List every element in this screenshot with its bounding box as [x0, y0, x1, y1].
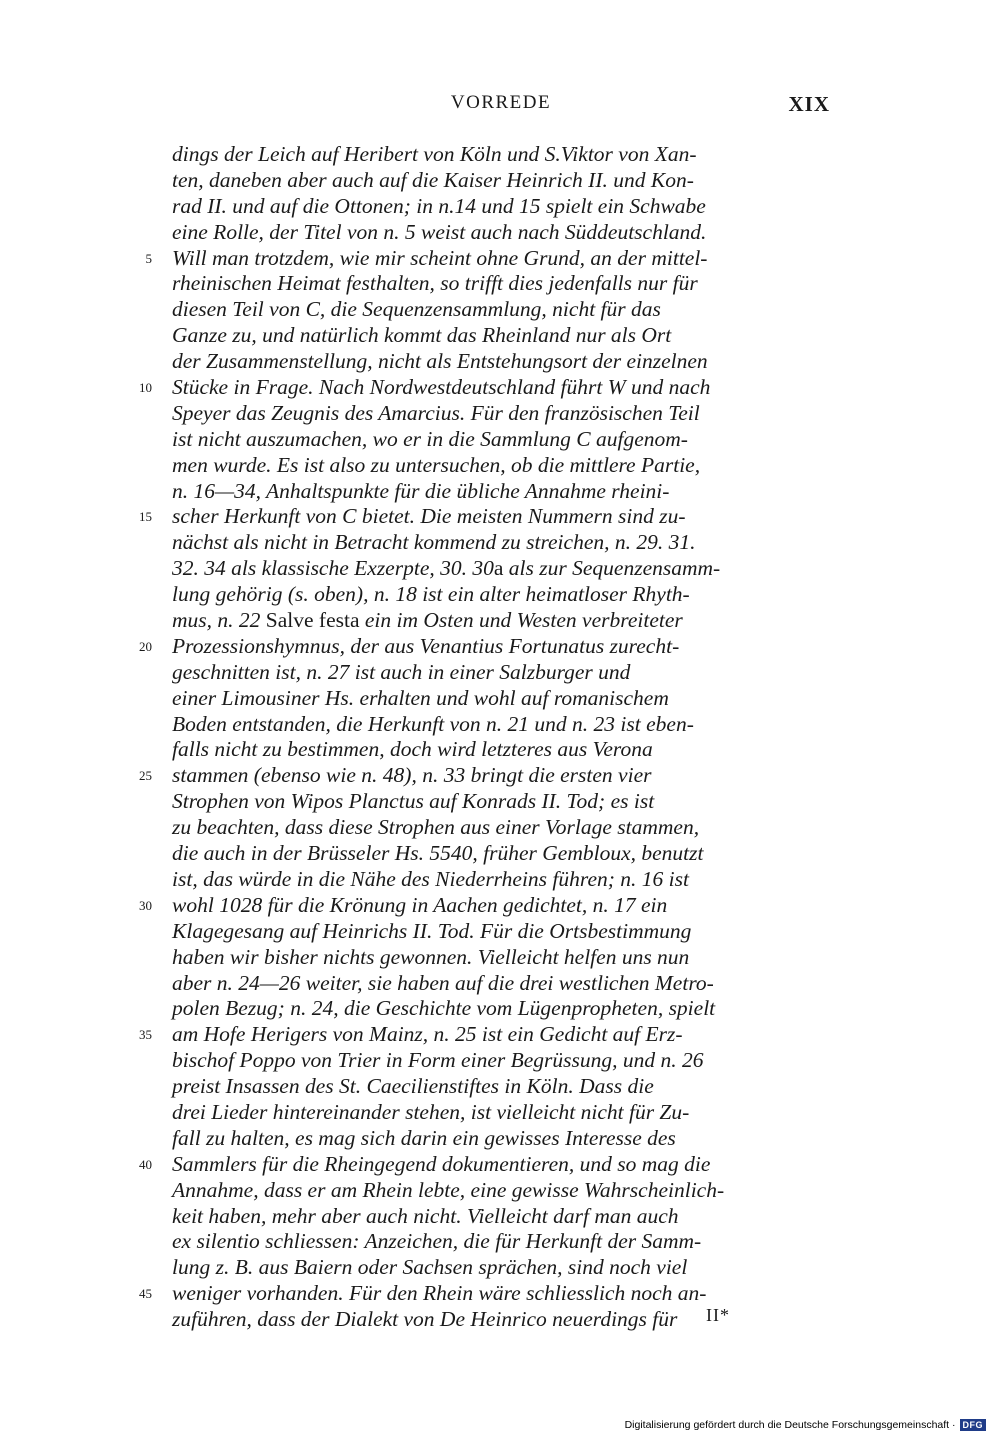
text-line: [100, 479, 835, 505]
text-line: [100, 1178, 835, 1204]
text-line: [100, 660, 835, 686]
running-head: [172, 92, 830, 116]
body-text: [100, 142, 835, 1333]
line-segment: rad II. und auf die Ottonen; in n.14 und 15 spielt ein Schwabe: [172, 193, 706, 218]
text-line: [100, 815, 835, 841]
line-segment: 32. 34 als klassische Exzerpte, 30. 30: [172, 556, 494, 581]
line-text: [172, 1126, 827, 1152]
running-title: VORREDE: [450, 92, 552, 113]
line-segment: lung z. B. aus Baiern oder Sachsen sprächen, sind noch viel: [172, 1255, 688, 1280]
line-segment: lung gehörig (s. oben), n. 18 ist ein alter heimatloser Rhyth-: [172, 582, 690, 607]
line-number: 10: [139, 380, 152, 396]
text-line: [100, 1255, 835, 1281]
text-line: [100, 945, 835, 971]
line-segment: drei Lieder hintereinander stehen, ist vielleicht nicht für Zu-: [172, 1099, 690, 1124]
text-line: [100, 246, 835, 272]
funding-text: Digitalisierung gefördert durch die Deutsche Forschungsgemeinschaft ·: [624, 1419, 956, 1431]
text-line: [100, 271, 835, 297]
text-line: [100, 323, 835, 349]
line-segment: wohl 1028 für die Krönung in Aachen gedichtet, n. 17 ein: [172, 892, 668, 917]
line-text: [172, 971, 827, 997]
line-number: 15: [139, 509, 152, 525]
line-segment: einer Limousiner Hs. erhalten und wohl auf romanischem: [172, 685, 669, 710]
line-text: [172, 168, 827, 194]
text-line: [100, 1074, 835, 1100]
text-line: [100, 996, 835, 1022]
line-text: [172, 1022, 827, 1048]
line-segment: falls nicht zu bestimmen, doch wird letzteres aus Verona: [172, 737, 653, 762]
line-segment: mus, n. 22: [172, 608, 266, 633]
line-segment: Annahme, dass er am Rhein lebte, eine gewisse Wahrscheinlich-: [172, 1177, 725, 1202]
line-text: [172, 1152, 827, 1178]
line-text: [172, 1281, 827, 1307]
line-segment: men wurde. Es ist also zu untersuchen, ob die mittlere Partie,: [172, 452, 701, 477]
line-segment: stammen (ebenso wie n. 48), n. 33 bringt die ersten vier: [172, 763, 652, 788]
line-segment: ex silentio schliessen: Anzeichen, die für Herkunft der Samm-: [172, 1229, 702, 1254]
text-line: [100, 1126, 835, 1152]
text-line: [100, 504, 835, 530]
line-segment: die auch in der Brüsseler Hs. 5540, früher Gembloux, benutzt: [172, 841, 704, 866]
line-segment: Boden entstanden, die Herkunft von n. 21 und n. 23 ist eben-: [172, 711, 694, 736]
line-segment: Will man trotzdem, wie mir scheint ohne Grund, an der mittel-: [172, 245, 708, 270]
text-line: [100, 582, 835, 608]
line-text: [172, 530, 827, 556]
line-number: 30: [139, 897, 152, 913]
line-text: [172, 271, 827, 297]
line-text: [172, 919, 827, 945]
line-text: [172, 1100, 827, 1126]
line-segment: zu beachten, dass diese Strophen aus einer Vorlage stammen,: [172, 815, 700, 840]
line-text: [172, 427, 827, 453]
line-segment: n. 16—34, Anhaltspunkte für die übliche Annahme rheini-: [172, 478, 670, 503]
line-text: [172, 945, 827, 971]
line-number: 5: [145, 250, 152, 266]
line-text: [172, 686, 827, 712]
line-text: [172, 841, 827, 867]
text-line: [100, 1152, 835, 1178]
line-text: [172, 1074, 827, 1100]
line-text: [172, 737, 827, 763]
line-segment: der Zusammenstellung, nicht als Entstehungsort der einzelnen: [172, 349, 708, 374]
line-segment: Prozessionshymnus, der aus Venantius Fortunatus zurecht-: [172, 633, 680, 658]
line-segment: bischof Poppo von Trier in Form einer Begrüssung, und n. 26: [172, 1048, 704, 1073]
line-segment: ist, das würde in die Nähe des Niederrheins führen; n. 16 ist: [172, 866, 689, 891]
text-line: [100, 168, 835, 194]
line-segment: Ganze zu, und natürlich kommt das Rheinland nur als Ort: [172, 323, 672, 348]
line-text: [172, 789, 827, 815]
text-line: [100, 453, 835, 479]
line-segment: weniger vorhanden. Für den Rhein wäre schliesslich noch an-: [172, 1281, 707, 1306]
text-line: [100, 841, 835, 867]
text-line: [100, 737, 835, 763]
line-text: [172, 712, 827, 738]
line-segment: fall zu halten, es mag sich darin ein gewisses Interesse des: [172, 1125, 676, 1150]
signature-mark: II*: [706, 1305, 730, 1325]
line-text: [172, 1048, 827, 1074]
line-segment: polen Bezug; n. 24, die Geschichte vom Lügenpropheten, spielt: [172, 996, 716, 1021]
line-number: 25: [139, 768, 152, 784]
line-text: [172, 763, 827, 789]
line-text: [172, 582, 827, 608]
text-line: [100, 530, 835, 556]
line-segment: scher Herkunft von C bietet. Die meisten Nummern sind zu-: [172, 504, 686, 529]
text-line: [100, 867, 835, 893]
text-line: [100, 686, 835, 712]
text-line: [100, 1281, 835, 1307]
text-line: [100, 763, 835, 789]
text-line: [100, 142, 835, 168]
line-segment: Stücke in Frage. Nach Nordwestdeutschland führt W und nach: [172, 375, 711, 400]
line-text: [172, 142, 827, 168]
line-text: [172, 996, 827, 1022]
line-number: 20: [139, 638, 152, 654]
line-segment: Sammlers für die Rheingegend dokumentieren, und so mag die: [172, 1151, 711, 1176]
line-text: [172, 479, 827, 505]
line-segment: nächst als nicht in Betracht kommend zu streichen, n. 29. 31.: [172, 530, 696, 555]
line-text: [172, 1204, 827, 1230]
text-line: [100, 194, 835, 220]
page-number: XIX: [788, 92, 830, 116]
text-line: [100, 1048, 835, 1074]
line-text: [172, 634, 827, 660]
line-segment: Salve festa: [265, 608, 360, 633]
dfg-logo-icon: DFG: [960, 1419, 987, 1431]
line-text: [172, 608, 827, 634]
text-line: [100, 634, 835, 660]
line-segment: preist Insassen des St. Caecilienstiftes in Köln. Dass die: [172, 1074, 654, 1099]
line-segment: keit haben, mehr aber auch nicht. Vielleicht darf man auch: [172, 1203, 679, 1228]
line-segment: am Hofe Herigers von Mainz, n. 25 ist ein Gedicht auf Erz-: [172, 1022, 683, 1047]
line-text: [172, 504, 827, 530]
text-line: [100, 608, 835, 634]
line-text: [172, 375, 827, 401]
funding-footer: [625, 1419, 986, 1431]
line-text: [172, 867, 827, 893]
line-text: [172, 297, 827, 323]
line-text: [172, 556, 827, 582]
line-text: [172, 220, 827, 246]
text-line: [100, 971, 835, 997]
text-line: [100, 1229, 835, 1255]
line-text: [172, 893, 827, 919]
line-segment: dings der Leich auf Heribert von Köln und S.Viktor von Xan-: [172, 142, 697, 166]
line-text: [172, 453, 827, 479]
line-segment: haben wir bisher nichts gewonnen. Vielleicht helfen uns nun: [172, 944, 690, 969]
line-text: [172, 323, 827, 349]
text-line: [100, 789, 835, 815]
text-line: [100, 349, 835, 375]
line-number: 45: [139, 1286, 152, 1302]
text-line: [100, 375, 835, 401]
text-line: [100, 1204, 835, 1230]
line-text: [172, 1229, 827, 1255]
line-segment: zuführen, dass der Dialekt von De Heinrico neuerdings für: [172, 1307, 678, 1332]
line-text: [172, 194, 827, 220]
line-segment: aber n. 24—26 weiter, sie haben auf die drei westlichen Metro-: [172, 970, 714, 995]
line-segment: Speyer das Zeugnis des Amarcius. Für den französischen Teil: [172, 400, 700, 425]
line-segment: a: [493, 556, 504, 581]
text-line: [100, 1022, 835, 1048]
line-text: [172, 246, 827, 272]
text-line: [100, 1100, 835, 1126]
line-segment: geschnitten ist, n. 27 ist auch in einer Salzburger und: [172, 659, 631, 684]
line-text: [172, 660, 827, 686]
text-line: [100, 712, 835, 738]
line-number: 40: [139, 1156, 152, 1172]
text-line: [100, 401, 835, 427]
line-segment: eine Rolle, der Titel von n. 5 weist auch nach Süddeutschland.: [172, 219, 707, 244]
line-segment: Klagegesang auf Heinrichs II. Tod. Für die Ortsbestimmung: [172, 918, 692, 943]
line-segment: ein im Osten und Westen verbreiteter: [359, 608, 683, 633]
line-text: [172, 1255, 827, 1281]
line-number: 35: [139, 1027, 152, 1043]
line-segment: ten, daneben aber auch auf die Kaiser Heinrich II. und Kon-: [172, 167, 694, 192]
text-line: [100, 427, 835, 453]
line-text: [172, 349, 827, 375]
text-line: [100, 297, 835, 323]
line-text: [172, 401, 827, 427]
line-segment: diesen Teil von C, die Sequenzensammlung, nicht für das: [172, 297, 661, 322]
line-segment: als zur Sequenzensamm-: [503, 556, 721, 581]
line-segment: Strophen von Wipos Planctus auf Konrads II. Tod; es ist: [172, 789, 655, 814]
text-line: [100, 556, 835, 582]
line-text: [172, 815, 827, 841]
line-segment: rheinischen Heimat festhalten, so trifft dies jedenfalls nur für: [172, 271, 698, 296]
text-line: [100, 893, 835, 919]
text-line: [100, 220, 835, 246]
text-line: [100, 919, 835, 945]
line-segment: ist nicht auszumachen, wo er in die Sammlung C aufgenom-: [172, 426, 688, 451]
line-text: [172, 1178, 827, 1204]
